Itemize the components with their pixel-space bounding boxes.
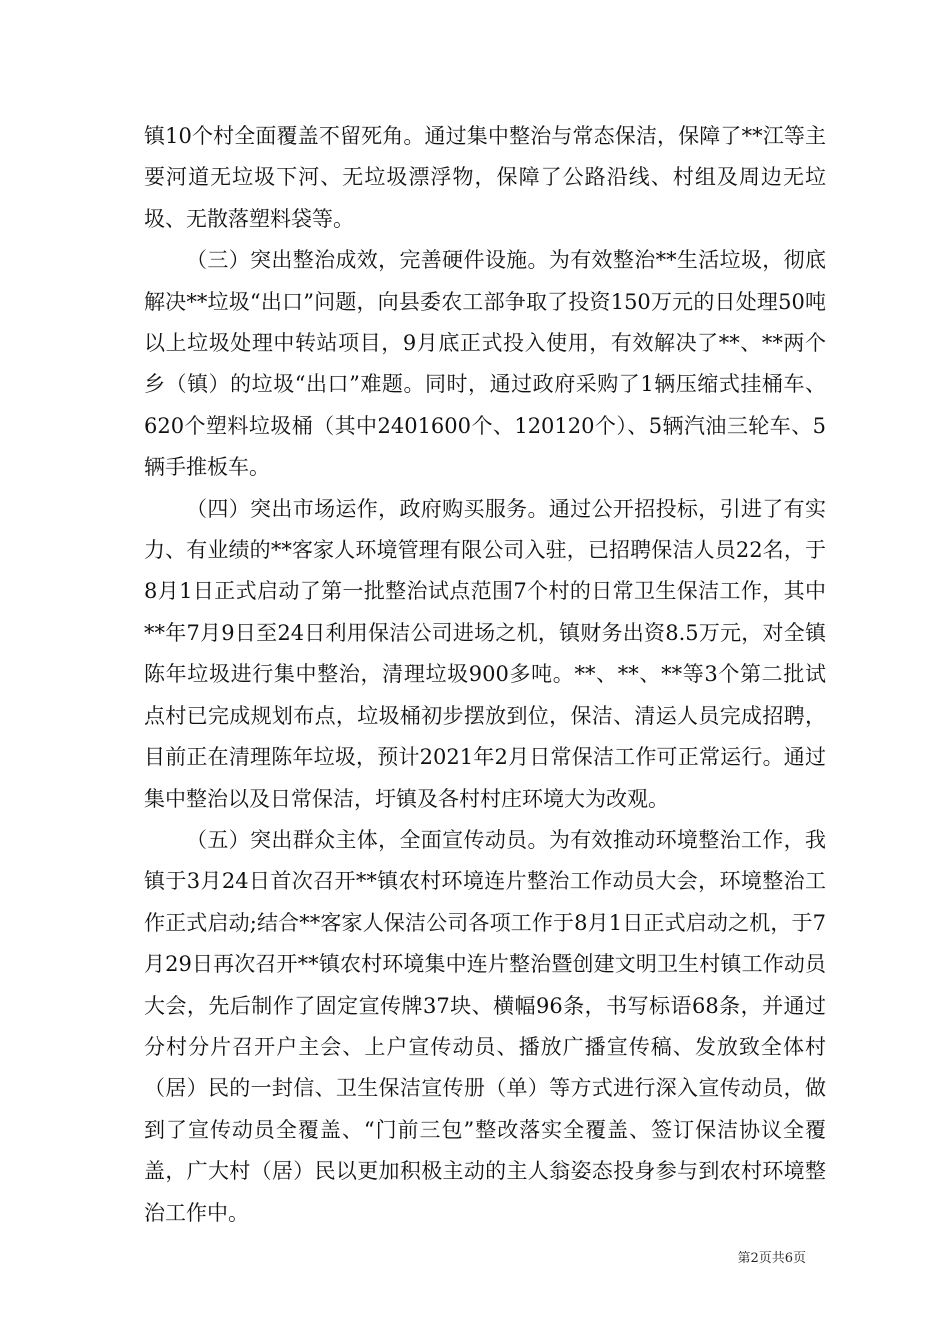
paragraph-section-5: （五）突出群众主体，全面宣传动员。为有效推动环境整治工作，我镇于3月24日首次召开**镇农村环境连片整治工作动员大会，环境整治工作正式启动;结合**客家人保洁公司各项工作于8月1日正式启动之机，于7月29日再次召开**镇农村环境集中连片整治暨创建文明卫生村镇工作动员大会，先后制作了固定宣传牌37块、横幅96条，书写标语68条，并通过分村分片召开户主会、上户宣传动员、播放广播宣传稿、发放致全体村（居）民的一封信、卫生保洁宣传册（单）等方式进行深入宣传动员，做到了宣传动员全覆盖、“门前三包”整改落实全覆盖、签订保洁协议全覆盖，广大村（居）民以更加积极主动的主人翁姿态投身参与到农村环境整治工作中。	[144, 827, 826, 1225]
paragraph-section-3: （三）突出整治成效，完善硬件设施。为有效整治**生活垃圾，彻底解决**垃圾“出口”问题，向县委农工部争取了投资150万元的日处理50吨以上垃圾处理中转站项目，9月底正式投入使用，有效解决了**、**两个乡（镇）的垃圾“出口”难题。同时，通过政府采购了1辆压缩式挂桶车、620个塑料垃圾桶（其中2401600个、120120个）、5辆汽油三轮车、5辆手推板车。	[144, 248, 826, 480]
page-number: 第2页共6页	[737, 1251, 806, 1266]
paragraph-section-4: （四）突出市场运作，政府购买服务。通过公开招投标，引进了有实力、有业绩的**客家人环境管理有限公司入驻，已招聘保洁人员22名，于8月1日正式启动了第一批整治试点范围7个村的日常卫生保洁工作，其中**年7月9日至24日利用保洁公司进场之机，镇财务出资8.5万元，对全镇陈年垃圾进行集中整治，清理垃圾900多吨。**、**、**等3个第二批试点村已完成规划布点，垃圾桶初步摆放到位，保洁、清运人员完成招聘，目前正在清理陈年垃圾，预计2021年2月日常保洁工作可正常运行。通过集中整治以及日常保洁，圩镇及各村村庄环境大为改观。	[144, 496, 826, 811]
paragraph-continuation: 镇10个村全面覆盖不留死角。通过集中整治与常态保洁，保障了**江等主要河道无垃圾下河、无垃圾漂浮物，保障了公路沿线、村组及周边无垃圾、无散落塑料袋等。	[144, 124, 826, 231]
document-body	[144, 116, 826, 1234]
